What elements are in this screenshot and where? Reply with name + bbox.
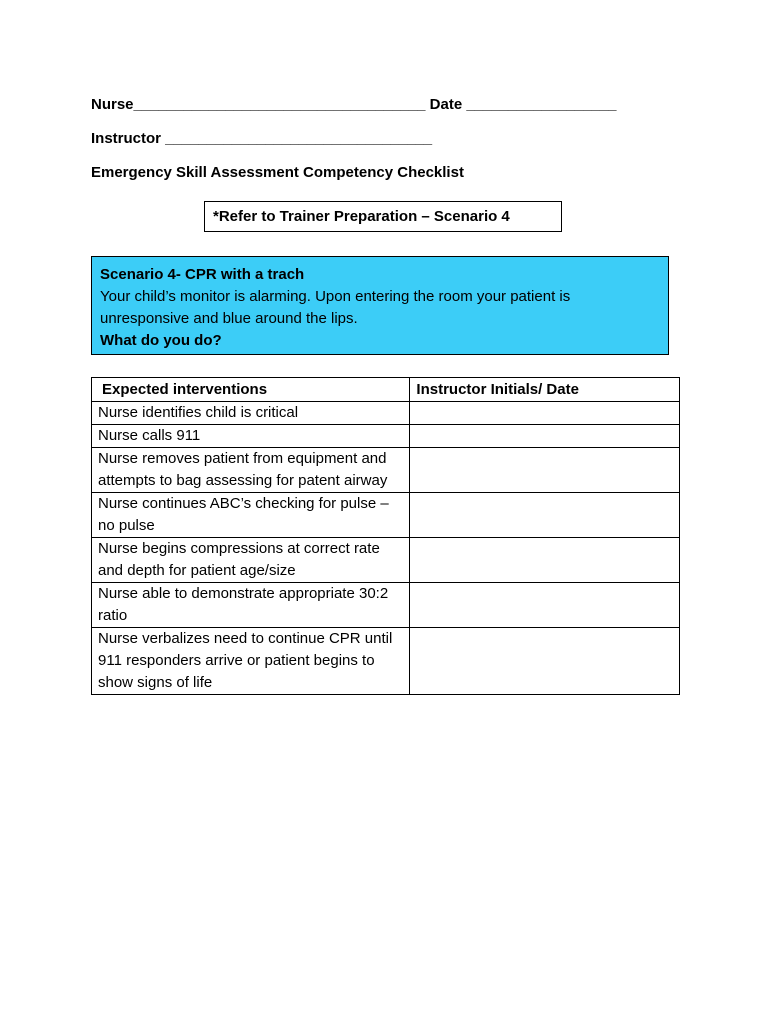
table-row [92,538,680,583]
table-header-row [92,378,680,402]
instructor-line: Instructor ________________________________ [91,130,433,147]
table-row [92,493,680,538]
intervention-cell: Nurse identifies child is critical [92,402,410,425]
refer-note-box: *Refer to Trainer Preparation – Scenario 4 [204,201,562,232]
intervention-cell: Nurse able to demonstrate appropriate 30:2 ratio [92,583,410,628]
initials-cell[interactable] [410,402,680,425]
initials-cell[interactable] [410,628,680,695]
intervention-cell: Nurse continues ABC’s checking for pulse – no pulse [92,493,410,538]
table-row [92,402,680,425]
initials-cell[interactable] [410,425,680,448]
initials-cell[interactable] [410,583,680,628]
table-row [92,628,680,695]
intervention-cell: Nurse begins compressions at correct rate and depth for patient age/size [92,538,410,583]
scenario-box [91,256,669,355]
scenario-title: Scenario 4- CPR with a trach [100,266,305,283]
intervention-cell: Nurse removes patient from equipment and attempts to bag assessing for patent airway [92,448,410,493]
initials-cell[interactable] [410,448,680,493]
table-row [92,425,680,448]
nurse-date-line: Nurse___________________________________ Date __________________ [91,96,617,113]
header-instructor-initials-date: Instructor Initials/ Date [410,378,680,402]
table-row [92,583,680,628]
table-row [92,448,680,493]
header-expected-interventions: Expected interventions [92,378,410,402]
intervention-cell: Nurse verbalizes need to continue CPR until 911 responders arrive or patient begins to show signs of life [92,628,410,695]
initials-cell[interactable] [410,538,680,583]
document-title: Emergency Skill Assessment Competency Checklist [91,164,464,181]
checklist-table [91,377,680,695]
initials-cell[interactable] [410,493,680,538]
intervention-cell: Nurse calls 911 [92,425,410,448]
scenario-description: Your child’s monitor is alarming. Upon entering the room your patient is unresponsive and blue around the lips. [100,288,571,327]
scenario-question: What do you do? [100,332,222,349]
